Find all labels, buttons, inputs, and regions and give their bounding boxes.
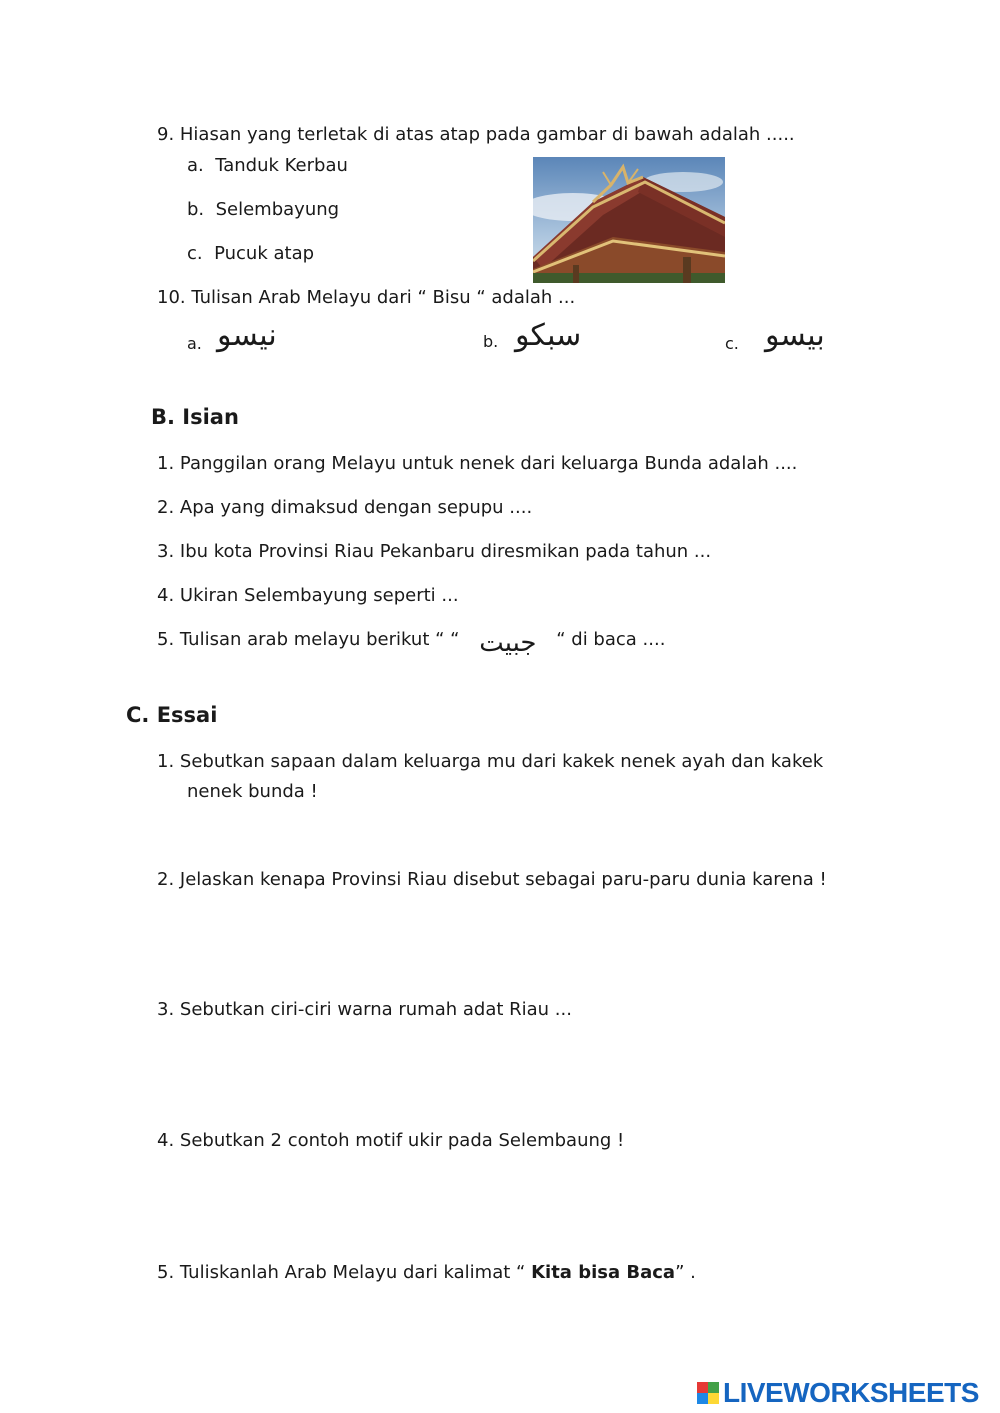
isian-question-1: 1. Panggilan orang Melayu untuk nenek dari keluarga Bunda adalah .... [157,453,798,474]
option-letter: c. [187,243,203,264]
option-text: Tanduk Kerbau [215,155,348,176]
q5-arabic: جبيت [479,628,537,658]
essai-question-5 [157,1262,696,1283]
q10-option-b-letter[interactable]: b. [483,332,499,351]
essai-question-1-cont: nenek bunda ! [187,781,318,802]
question-9: 9. Hiasan yang terletak di atas atap pada gambar di bawah adalah ..... [157,124,795,145]
q10-option-c-arabic: بيسو [765,318,825,353]
q5-suffix: ” . [675,1262,696,1283]
option-letter: b. [187,199,205,220]
isian-question-3: 3. Ibu kota Provinsi Riau Pekanbaru diresmikan pada tahun ... [157,541,712,562]
option-text: Selembayung [215,199,340,220]
essai-question-1: 1. Sebutkan sapaan dalam keluarga mu dari kakek nenek ayah dan kakek [157,751,824,772]
q5-suffix: “ di baca .... [556,629,666,650]
q10-option-a-arabic: نيسو [217,318,277,353]
section-b-heading: B. Isian [151,405,239,429]
essai-question-3: 3. Sebutkan ciri-ciri warna rumah adat Riau ... [157,999,572,1020]
q5-bold-phrase: Kita bisa Baca [531,1262,676,1283]
q9-option-c[interactable] [187,243,314,264]
q10-option-b-arabic: سبكو [515,318,582,353]
q5-prefix: 5. Tuliskanlah Arab Melayu dari kalimat “ [157,1262,532,1283]
q5-prefix: 5. Tulisan arab melayu berikut “ “ [157,629,460,650]
q9-option-a[interactable] [187,155,348,176]
essai-question-4: 4. Sebutkan 2 contoh motif ukir pada Selembaung ! [157,1130,625,1151]
q10-option-c-letter[interactable]: c. [725,334,739,353]
essai-question-2: 2. Jelaskan kenapa Provinsi Riau disebut sebagai paru-paru dunia karena ! [157,869,827,890]
malay-roof-photo [533,157,725,283]
liveworksheets-icon [697,1382,719,1404]
option-text: Pucuk atap [214,243,315,264]
isian-question-2: 2. Apa yang dimaksud dengan sepupu .... [157,497,533,518]
section-c-heading: C. Essai [126,703,218,727]
option-letter: a. [187,155,204,176]
q10-option-a-letter[interactable]: a. [187,334,202,353]
liveworksheets-logo [697,1377,979,1409]
question-10: 10. Tulisan Arab Melayu dari “ Bisu “ adalah ... [157,287,576,308]
liveworksheets-wordmark: LIVEWORKSHEETS [723,1377,979,1408]
q9-option-b[interactable] [187,199,339,220]
isian-question-5 [157,628,665,658]
isian-question-4: 4. Ukiran Selembayung seperti ... [157,585,459,606]
